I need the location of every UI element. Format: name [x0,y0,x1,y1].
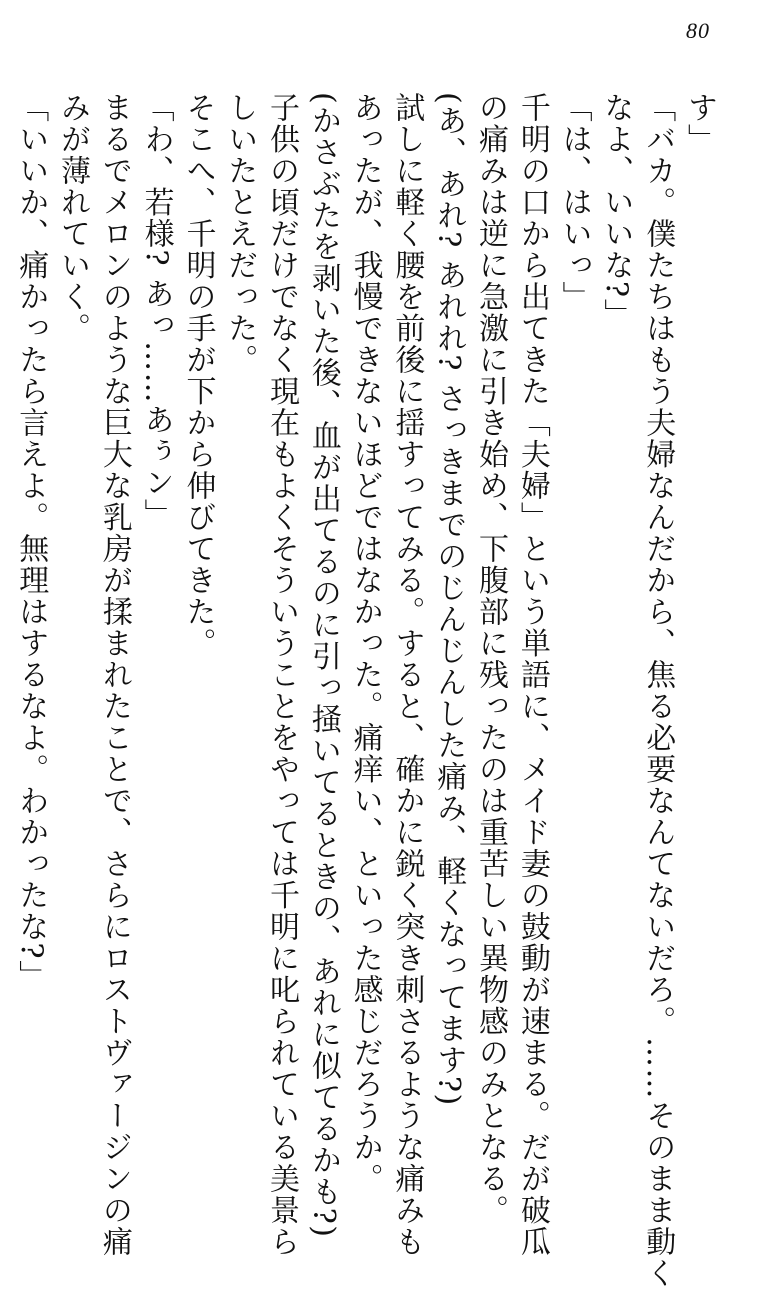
text-line: あったが、我慢できないほどではなかった。痛痒い、といった感じだろうか。 [347,92,383,1195]
text-line: 「バカ。僕たちはもう夫婦なんだから、焦る必要なんてないだろ。……そのまま動く [640,92,676,1289]
text-line: 子供の頃だけでなく現在もよくそういうことをやっては千明に叱られている美景ら [264,92,300,1258]
text-line: みが薄れていく。 [55,92,91,344]
text-line: まるでメロンのような巨大な乳房が揉まれたことで、さらにロストヴァージンの痛 [96,92,132,1258]
text-line: そこへ、千明の手が下から伸びてきた。 [180,92,216,659]
text-line: 「わ、若様? あっ……あぅン」 [138,92,174,531]
text-line: (あ、あれ? あれれ? さっきまでのじんじんした痛み、軽くなってます?) [431,92,467,1107]
text-line: 試しに軽く腰を前後に揺すってみる。すると、確かに鋭く突き刺さるような痛みも [389,92,425,1258]
text-line: 「いいか、痛かったら言えよ。無理はするなよ。わかったな?」 [13,92,49,992]
text-line: 千明の口から出てきた「夫婦」という単語に、メイド妻の鼓動が速まる。だが破瓜 [514,92,550,1258]
text-line: しいたとえだった。 [222,92,258,376]
text-line: (かさぶたを剥いた後、血が出てるのに引っ掻いてるときの、あれに似てるかも?) [305,92,341,1239]
text-line: の痛みは逆に急激に引き始め、下腹部に残ったのは重苦しい異物感のみとなる。 [473,92,509,1226]
text-line: す」 [682,92,717,155]
vertical-text-body [13,92,720,1289]
text-line: 「は、はいっ」 [556,92,592,313]
text-line: なよ、いいな?」 [598,92,634,331]
page-number: 80 [686,18,710,43]
